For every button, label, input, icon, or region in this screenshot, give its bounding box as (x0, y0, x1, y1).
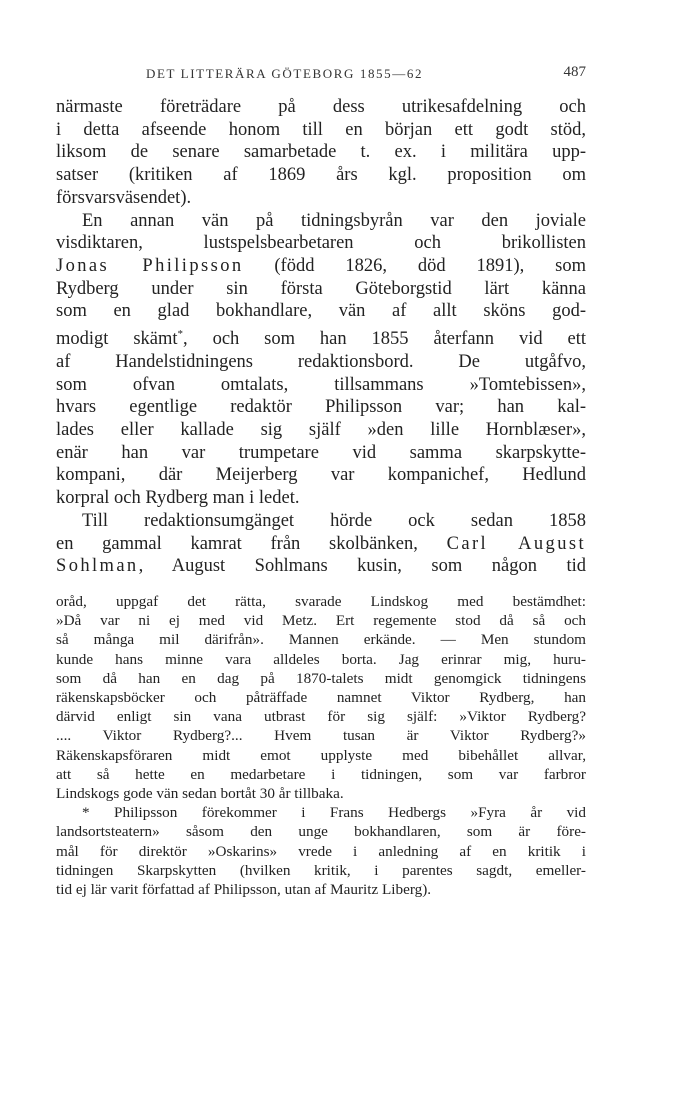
footnote-line: landsortsteatern» såsom den unge bokhandlaren, som är före- (56, 823, 586, 841)
text-line: korpral och Rydberg man i ledet. (56, 488, 300, 509)
footnote-line: mål för direktör »Oskarins» vrede i anledning af en kritik i (56, 842, 586, 860)
footnote-line: »Då var ni ej med vid Metz. Ert regemente stod då så och (56, 612, 586, 630)
text-line: Sohlman, August Sohlmans kusin, som någon tid (56, 556, 586, 577)
text-line: lades eller kallade sig själf »den lille Hornblæser», (56, 420, 586, 440)
person-name-philipsson: Jonas Philipsson (56, 255, 244, 276)
text-line: närmaste företrädare på dess utrikesafdelning och (56, 97, 586, 117)
paragraph-3 (56, 510, 586, 578)
footnote-line: * Philipsson förekommer i Frans Hedbergs »Fyra år vid (82, 804, 586, 822)
footnote-mark: * (82, 804, 90, 822)
footnote-line: oråd, uppgaf det rätta, svarade Lindskog med bestämdhet: (56, 592, 586, 610)
footnote-star (56, 803, 586, 899)
footnote-line: tidningen Skarpskytten (hvilken kritik, i parentes sagdt, emeller- (56, 861, 586, 879)
book-page (56, 60, 586, 899)
footnote-line: Räkenskapsföraren midt emot upplyste med bibehållet allvar, (56, 746, 586, 764)
footnote-continued (56, 592, 586, 803)
paragraph-1 (56, 96, 586, 210)
text-line: hvars egentlige redaktör Philipsson var; han kal- (56, 397, 586, 418)
paragraph-2 (56, 210, 586, 510)
footnote-mark: * (177, 328, 184, 341)
footnote-line: räkenskapsböcker och påträffade namnet Viktor Rydberg, han (56, 688, 586, 706)
text-line: som ofvan omtalats, tillsammans »Tomtebissen», (56, 374, 586, 395)
text-line: enär han var trumpetare vid samma skarpskytte- (56, 442, 586, 463)
footnote-line: Lindskogs gode vän sedan bortåt 30 år tillbaka. (56, 784, 344, 802)
text-line: En annan vän på tidningsbyrån var den joviale (82, 210, 586, 231)
running-head: DET LITTERÄRA GÖTEBORG 1855—62 (146, 66, 424, 81)
footnote-line: att så hette en medarbetare i tidningen, som var farbror (56, 765, 586, 783)
footnote-line: som då han en dag på 1870-talets midt genomgick tidningens (56, 669, 586, 687)
text-line: visdiktaren, lustspelsbearbetaren och brikollisten (56, 233, 586, 254)
footnote-line: därvid enligt sin vana utbrast för sig själf: »Viktor Rydberg? (56, 708, 586, 726)
page-header (56, 60, 586, 88)
text-line: Jonas Philipsson (född 1826, död 1891), som (56, 255, 587, 276)
footnote-line: kunde hans minne vara alldeles borta. Jag erinrar mig, huru- (56, 650, 586, 668)
person-name-carl-august: Carl August (446, 533, 586, 554)
text-line: liksom de senare samarbetade t. ex. i militära upp- (56, 142, 586, 163)
text-line: en gammal kamrat från skolbänken, Carl August (56, 533, 586, 554)
text-line: i detta afseende honom till en början ett godt stöd, (56, 119, 586, 140)
text-line: kompani, där Meijerberg var kompanichef, Hedlund (56, 465, 586, 486)
text-line: som en glad bokhandlare, vän af allt sköns god- (56, 301, 586, 322)
text-line: modigt skämt*, och som han 1855 återfann vid ett (56, 328, 586, 350)
main-text (56, 96, 586, 578)
person-name-sohlman: Sohlman (56, 556, 139, 577)
text-line: försvarsväsendet). (56, 187, 192, 208)
footnotes (56, 592, 586, 899)
text-line: satser (kritiken af 1869 års kgl. proposition om (56, 165, 586, 186)
footnote-line: så många mil därifrån». Mannen erkände. — Men stundom (56, 631, 586, 649)
text-line: Rydberg under sin första Göteborgstid lärt känna (56, 278, 586, 299)
text-line: af Handelstidningens redaktionsbord. De utgåfvo, (56, 351, 586, 372)
page-number: 487 (563, 64, 586, 80)
footnote-line: .... Viktor Rydberg?... Hvem tusan är Viktor Rydberg?» (56, 727, 586, 745)
text-line: Till redaktionsumgänget hörde ock sedan 1858 (82, 510, 586, 531)
footnote-line: tid ej lär varit författad af Philipsson, utan af Mauritz Liberg). (56, 880, 432, 898)
